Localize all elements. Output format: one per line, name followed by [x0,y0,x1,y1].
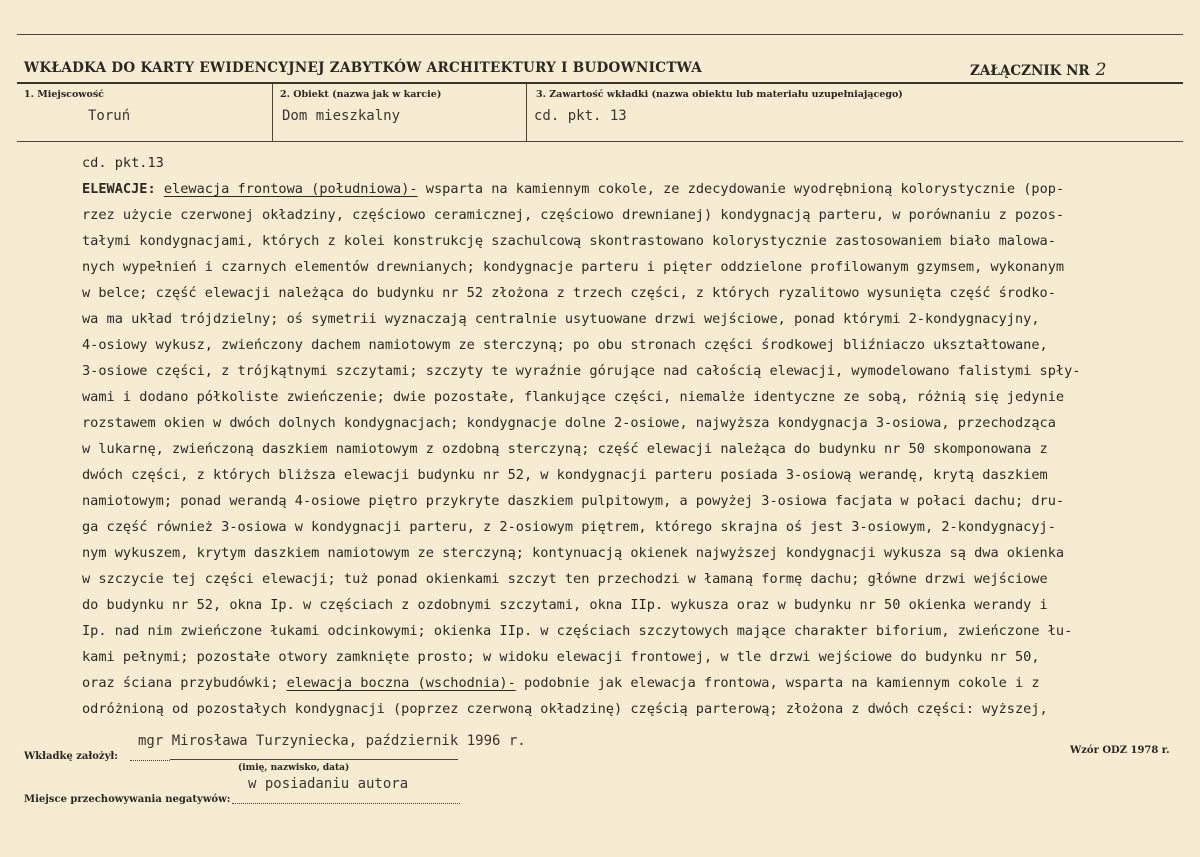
annex-label [970,60,1106,80]
text-line: Ip. nad nim zwieńczone łukami odcinkowymi; okienka IIp. w częściach szczytowych mające charakter biforium, zwieńczone łu- [82,623,1073,639]
text-line: nych wypełnień i czarnych elementów drewnianych; kondygnacje parteru i pięter oddzielone profilowanym gzymsem, wykonanym [82,259,1065,275]
author-sublabel: (imię, nazwisko, data) [238,763,350,773]
author-dots [130,760,170,761]
form-note: Wzór ODZ 1978 r. [1070,745,1170,756]
header-divider [17,82,1183,84]
author-value: mgr Mirosława Turzyniecka, październik 1996 r. [138,733,526,749]
field-divider-1 [272,84,273,141]
text-line: tałymi kondygnacjami, których z kolei konstrukcję szachulcową skontrastowano kolorystycznie zastosowaniem biało malowa- [82,233,1056,249]
text-line: 4-osiowy wykusz, zwieńczony dachem namiotowym ze sterczyną; po obu stronach części środkowej bliźniaczo ukształtowane, [82,337,1048,353]
annex-label-text: ZAŁĄCZNIK NR [970,63,1090,79]
storage-value: w posiadaniu autora [248,776,409,792]
form-title: WKŁADKA DO KARTY EWIDENCYJNEJ ZABYTKÓW ARCHITEKTURY I BUDOWNICTWA [24,60,703,76]
text-line: namiotowym; ponad werandą 4-osiowe piętro przykryte daszkiem pulpitowym, a powyżej 3-osiowa facjata w połaci dachu; dru- [82,493,1065,509]
text-line: wa ma układ trójdzielny; oś symetrii wyznaczają centralnie usytuowane drzwi wejściowe, ponad którymi 2-kondygnacyjny, [82,311,1040,327]
elevations-heading: ELEWACJE: [82,181,156,197]
text-line: w lukarnę, zwieńczoną daszkiem namiotowym z ozdobną sterczyną; część elewacji należąca do budynku nr 50 skomponowana z [82,441,1048,457]
storage-dots [232,803,460,804]
fields-bottom-border [17,141,1183,142]
field-value-content: cd. pkt. 13 [534,108,627,124]
text-line: rozstawem okien w dwóch dolnych kondygnacjach; kondygnacje dolne 2-osiowe, najwyższa kondygnacja 3-osiowa, przechodząca [82,415,1056,431]
text-line: 3-osiowe części, z trójkątnymi szczytami; szczyty te wyraźnie górujące nad całością elewacji, wymodelowano falistymi spły- [82,363,1081,379]
top-border [17,34,1183,35]
author-line [170,759,458,760]
text-line: ga część również 3-osiowa w kondygnacji parteru, z 2-osiowym piętrem, którego skrajna oś jest 3-osiowym, 2-kondygnacyj- [82,519,1056,535]
side-elevation-label: elewacja boczna (wschodnia)- [286,675,516,691]
text-line: dwóch części, z których bliższa elewacji budynku nr 52, w kondygnacji parteru posiada 3-osiową werandę, krytą daszkiem [82,467,1048,483]
text-line: do budynku nr 52, okna Ip. w częściach z ozdobnymi szczytami, okna IIp. wykusza oraz w budynku nr 50 okienka werandy i [82,597,1048,613]
text-line: oraz ściana przybudówki; elewacja boczna (wschodnia)- podobnie jak elewacja frontowa, wsparta na kamiennym cokole i z [82,675,1040,691]
field-label-content: 3. Zawartość wkładki (nazwa obiektu lub materiału uzupełniającego) [536,89,903,100]
description-text [82,150,1112,722]
text-line: nym wykuszem, krytym daszkiem namiotowym ze sterczyną; kontynuacją okienek najwyższej kondygnacji wykusza są dwa okienka [82,545,1065,561]
text-line: cd. pkt.13 [82,155,164,171]
text-line: kami pełnymi; pozostałe otwory zamknięte prosto; w widoku elewacji frontowej, w tle drzwi wejściowe do budynku nr 50, [82,649,1040,665]
field-label-place: 1. Miejscowość [24,89,104,100]
author-label: Wkładkę założył: [24,751,118,762]
text-line: ELEWACJE: elewacja frontowa (południowa)- wsparta na kamiennym cokole, ze zdecydowanie wyodrębnioną kolorystycznie (pop- [82,181,1065,197]
field-value-place: Toruń [88,108,131,124]
field-value-object: Dom mieszkalny [282,108,401,124]
field-label-object: 2. Obiekt (nazwa jak w karcie) [280,89,442,100]
front-elevation-label: elewacja frontowa (południowa)- [163,181,418,197]
text-line: wami i dodano półkoliste zwieńczenie; dwie pozostałe, flankujące części, niemalże identyczne ze sobą, różnią się jedynie [82,389,1065,405]
field-divider-2 [526,84,527,141]
text-line: w szczycie tej części elewacji; tuż ponad okienkami szczyt ten przechodzi w łamaną formę dachu; główne drzwi wejściowe [82,571,1048,587]
text-line: rzez użycie czerwonej okładziny, częściowo ceramicznej, częściowo drewnianej) kondygnacją parteru, w porównaniu z pozos- [82,207,1065,223]
annex-number: 2 [1095,60,1107,80]
storage-label: Miejsce przechowywania negatywów: [24,794,231,805]
text-line: odróżnioną od pozostałych kondygnacji (poprzez czerwoną okładzinę) częścią parterową; złożona z dwóch części: wyższej, [82,701,1048,717]
text-line: w belce; część elewacji należąca do budynku nr 52 złożona z trzech części, z których ryzalitowo wysunięta część środko- [82,285,1056,301]
